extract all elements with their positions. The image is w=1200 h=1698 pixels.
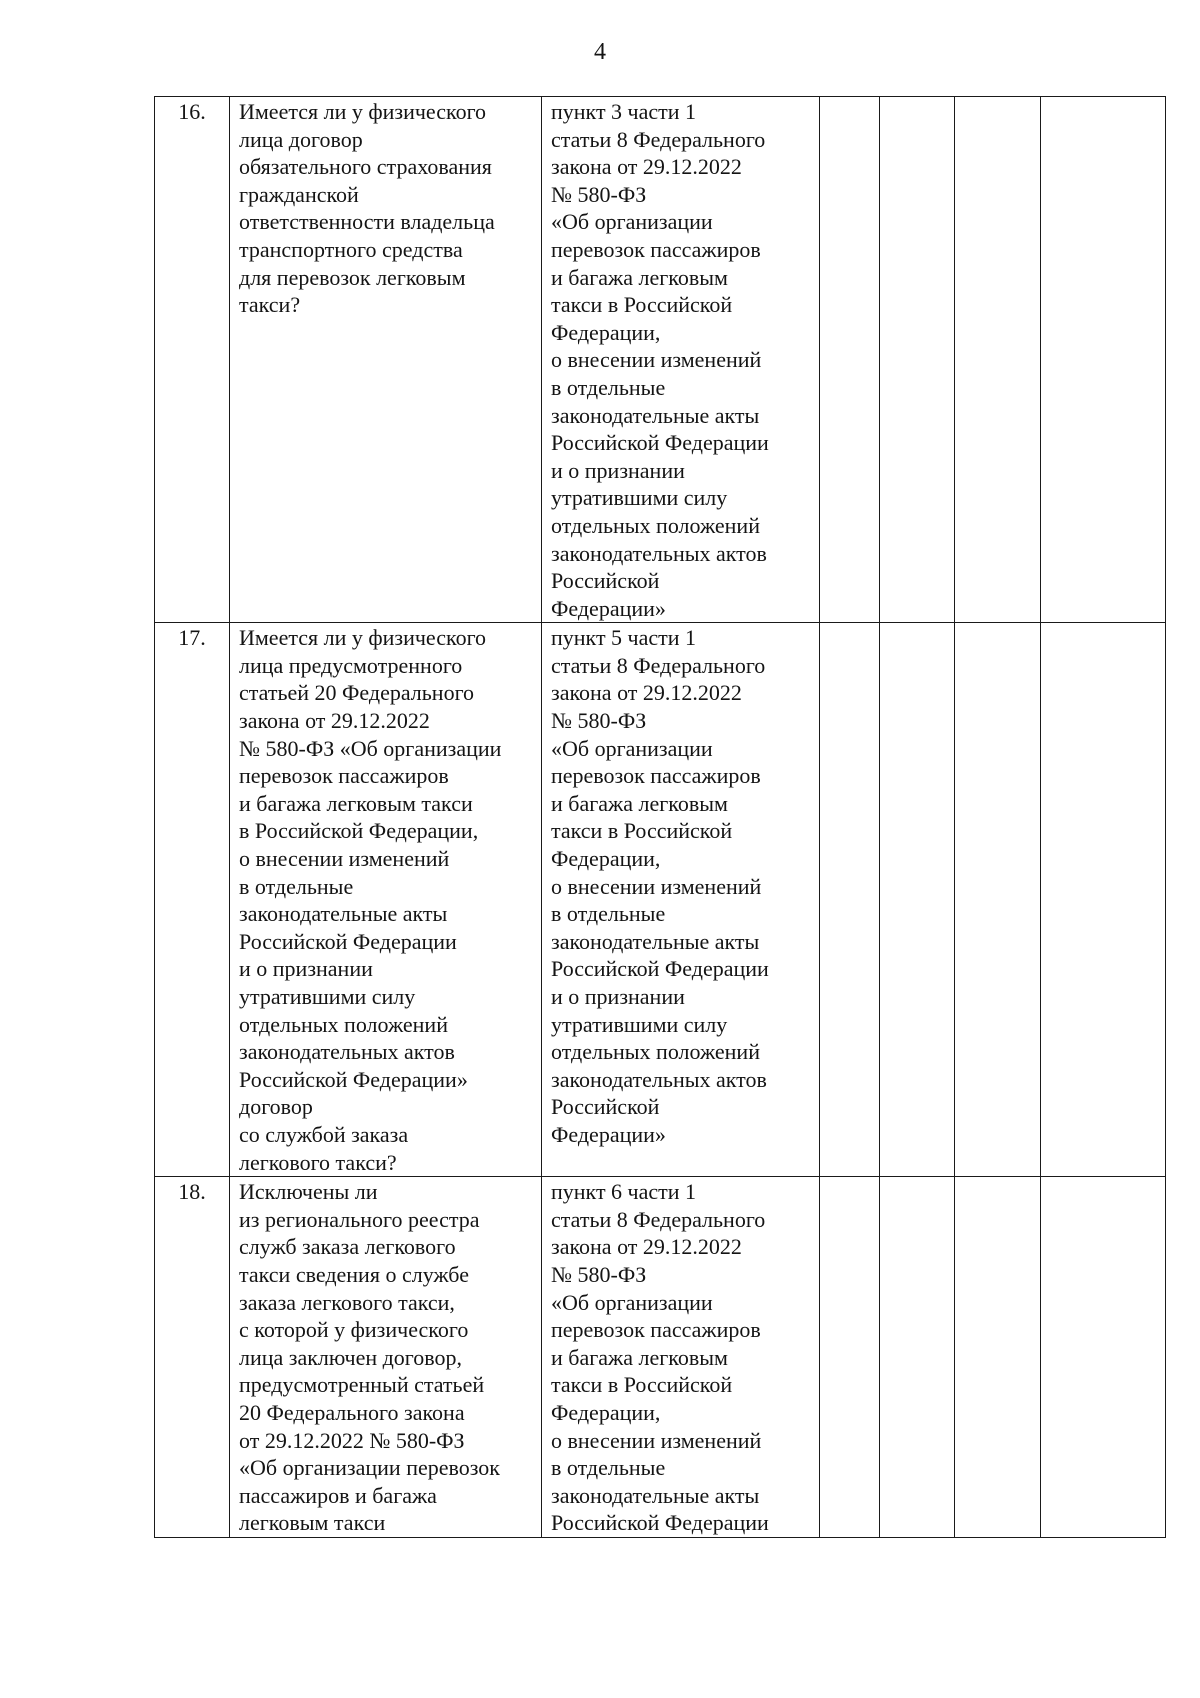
- legal-basis-line: о внесении изменений: [551, 347, 762, 373]
- empty-answer-cell: [880, 1177, 955, 1538]
- row-number: 17.: [155, 623, 230, 1177]
- question-line: ответственности владельца: [239, 209, 495, 235]
- empty-answer-cell: [1041, 623, 1166, 1177]
- legal-basis-cell: [542, 1177, 820, 1538]
- legal-basis-line: пункт 3 части 1: [551, 99, 697, 124]
- question-line: статьей 20 Федерального: [239, 680, 475, 706]
- legal-basis-line: отдельных положений: [551, 512, 760, 538]
- question-line: такси?: [239, 292, 301, 318]
- question-line: пассажиров и багажа: [239, 1482, 437, 1508]
- legal-basis-line: и багажа легковым: [551, 264, 728, 290]
- legal-basis-line: пункт 6 части 1: [551, 1179, 697, 1205]
- question-line: № 580-ФЗ «Об организации: [239, 735, 502, 761]
- legal-basis-line: Российской Федерации: [551, 956, 769, 982]
- question-line: такси сведения о службе: [239, 1262, 469, 1288]
- legal-basis-line: статьи 8 Федерального: [551, 126, 766, 152]
- question-line: и багажа легковым такси: [239, 790, 473, 816]
- question-line: лица заключен договор,: [239, 1344, 463, 1370]
- legal-basis-line: перевозок пассажиров: [551, 236, 761, 262]
- empty-answer-cell: [1041, 97, 1166, 623]
- question-line: закона от 29.12.2022: [239, 708, 430, 734]
- question-line: в отдельные: [239, 873, 354, 899]
- legal-basis-line: Российской: [551, 568, 660, 594]
- legal-basis-line: закона от 29.12.2022: [551, 154, 742, 180]
- legal-basis-line: перевозок пассажиров: [551, 763, 761, 789]
- empty-answer-cell: [880, 97, 955, 623]
- question-cell: [230, 97, 542, 623]
- question-line: лица договор: [239, 126, 363, 152]
- legal-basis-line: № 580-ФЗ: [551, 181, 647, 207]
- legal-basis-line: Российской Федерации: [551, 430, 769, 456]
- question-line: Российской Федерации: [239, 928, 457, 954]
- question-line: из регионального реестра: [239, 1206, 480, 1232]
- question-line: со службой заказа: [239, 1121, 409, 1147]
- legal-basis-line: статьи 8 Федерального: [551, 1206, 766, 1232]
- empty-answer-cell: [955, 1177, 1041, 1538]
- question-line: для перевозок легковым: [239, 264, 466, 290]
- legal-basis-line: Федерации,: [551, 319, 661, 345]
- legal-basis-line: «Об организации: [551, 735, 713, 761]
- empty-answer-cell: [820, 97, 880, 623]
- question-line: договор: [239, 1094, 313, 1120]
- legal-basis-line: Федерации,: [551, 846, 661, 872]
- question-line: и о признании: [239, 956, 373, 982]
- question-line: гражданской: [239, 181, 359, 207]
- legal-basis-line: № 580-ФЗ: [551, 708, 647, 734]
- question-line: законодательные акты: [239, 901, 448, 927]
- legal-basis-line: такси в Российской: [551, 818, 733, 844]
- question-line: отдельных положений: [239, 1011, 448, 1037]
- question-line: с которой у физического: [239, 1317, 469, 1343]
- legal-basis-line: перевозок пассажиров: [551, 1317, 761, 1343]
- question-line: Имеется ли у физического: [239, 99, 487, 124]
- legal-basis-line: Федерации»: [551, 1121, 666, 1147]
- legal-basis-line: и багажа легковым: [551, 790, 728, 816]
- question-line: Исключены ли: [239, 1179, 378, 1205]
- question-line: «Об организации перевозок: [239, 1455, 500, 1481]
- legal-basis-line: такси в Российской: [551, 292, 733, 318]
- legal-basis-line: в отдельные: [551, 374, 666, 400]
- legal-basis-line: и о признании: [551, 457, 685, 483]
- question-line: утратившими силу: [239, 984, 416, 1009]
- empty-answer-cell: [955, 97, 1041, 623]
- question-line: о внесении изменений: [239, 846, 450, 872]
- empty-answer-cell: [1041, 1177, 1166, 1538]
- question-line: Российской Федерации»: [239, 1066, 468, 1092]
- question-cell: [230, 623, 542, 1177]
- empty-answer-cell: [820, 1177, 880, 1538]
- page-number: 4: [594, 39, 606, 65]
- question-line: обязательного страхования: [239, 154, 492, 180]
- legal-basis-line: утратившими силу: [551, 1011, 728, 1037]
- legal-basis-line: и багажа легковым: [551, 1344, 728, 1370]
- legal-basis-line: № 580-ФЗ: [551, 1262, 647, 1288]
- legal-basis-line: законодательные акты: [551, 928, 760, 954]
- legal-basis-cell: [542, 97, 820, 623]
- question-line: законодательных актов: [239, 1039, 455, 1065]
- table-row: [155, 97, 1166, 623]
- legal-basis-line: законодательные акты: [551, 1482, 760, 1508]
- checklist-table: [154, 96, 1166, 1538]
- question-line: лица предусмотренного: [239, 652, 463, 678]
- question-cell: [230, 1177, 542, 1538]
- legal-basis-line: закона от 29.12.2022: [551, 680, 742, 706]
- legal-basis-line: законодательных актов: [551, 1066, 767, 1092]
- question-line: Имеется ли у физического: [239, 625, 487, 651]
- empty-answer-cell: [880, 623, 955, 1177]
- legal-basis-line: и о признании: [551, 984, 685, 1009]
- legal-basis-line: Российской: [551, 1094, 660, 1120]
- legal-basis-line: пункт 5 части 1: [551, 625, 697, 651]
- legal-basis-line: «Об организации: [551, 209, 713, 235]
- table-row: [155, 623, 1166, 1177]
- legal-basis-line: Федерации»: [551, 595, 666, 621]
- question-line: в Российской Федерации,: [239, 818, 479, 844]
- legal-basis-line: Федерации,: [551, 1400, 661, 1426]
- question-line: заказа легкового такси,: [239, 1289, 455, 1315]
- question-line: от 29.12.2022 № 580-ФЗ: [239, 1427, 465, 1453]
- legal-basis-line: о внесении изменений: [551, 1427, 762, 1453]
- row-number: 18.: [155, 1177, 230, 1538]
- legal-basis-cell: [542, 623, 820, 1177]
- table-row: [155, 1177, 1166, 1538]
- legal-basis-line: такси в Российской: [551, 1372, 733, 1398]
- question-line: предусмотренный статьей: [239, 1372, 485, 1398]
- legal-basis-line: отдельных положений: [551, 1039, 760, 1065]
- question-line: легкового такси?: [239, 1149, 397, 1175]
- legal-basis-line: Российской Федерации: [551, 1510, 769, 1536]
- question-line: транспортного средства: [239, 236, 463, 262]
- question-line: 20 Федерального закона: [239, 1400, 465, 1426]
- legal-basis-line: в отдельные: [551, 1455, 666, 1481]
- legal-basis-line: законодательные акты: [551, 402, 760, 428]
- legal-basis-line: в отдельные: [551, 901, 666, 927]
- legal-basis-line: закона от 29.12.2022: [551, 1234, 742, 1260]
- empty-answer-cell: [820, 623, 880, 1177]
- question-line: служб заказа легкового: [239, 1234, 456, 1260]
- row-number: 16.: [155, 97, 230, 623]
- empty-answer-cell: [955, 623, 1041, 1177]
- legal-basis-line: законодательных актов: [551, 540, 767, 566]
- legal-basis-line: о внесении изменений: [551, 873, 762, 899]
- legal-basis-line: статьи 8 Федерального: [551, 652, 766, 678]
- question-line: перевозок пассажиров: [239, 763, 449, 789]
- legal-basis-line: утратившими силу: [551, 485, 728, 511]
- legal-basis-line: «Об организации: [551, 1289, 713, 1315]
- question-line: легковым такси: [239, 1510, 386, 1536]
